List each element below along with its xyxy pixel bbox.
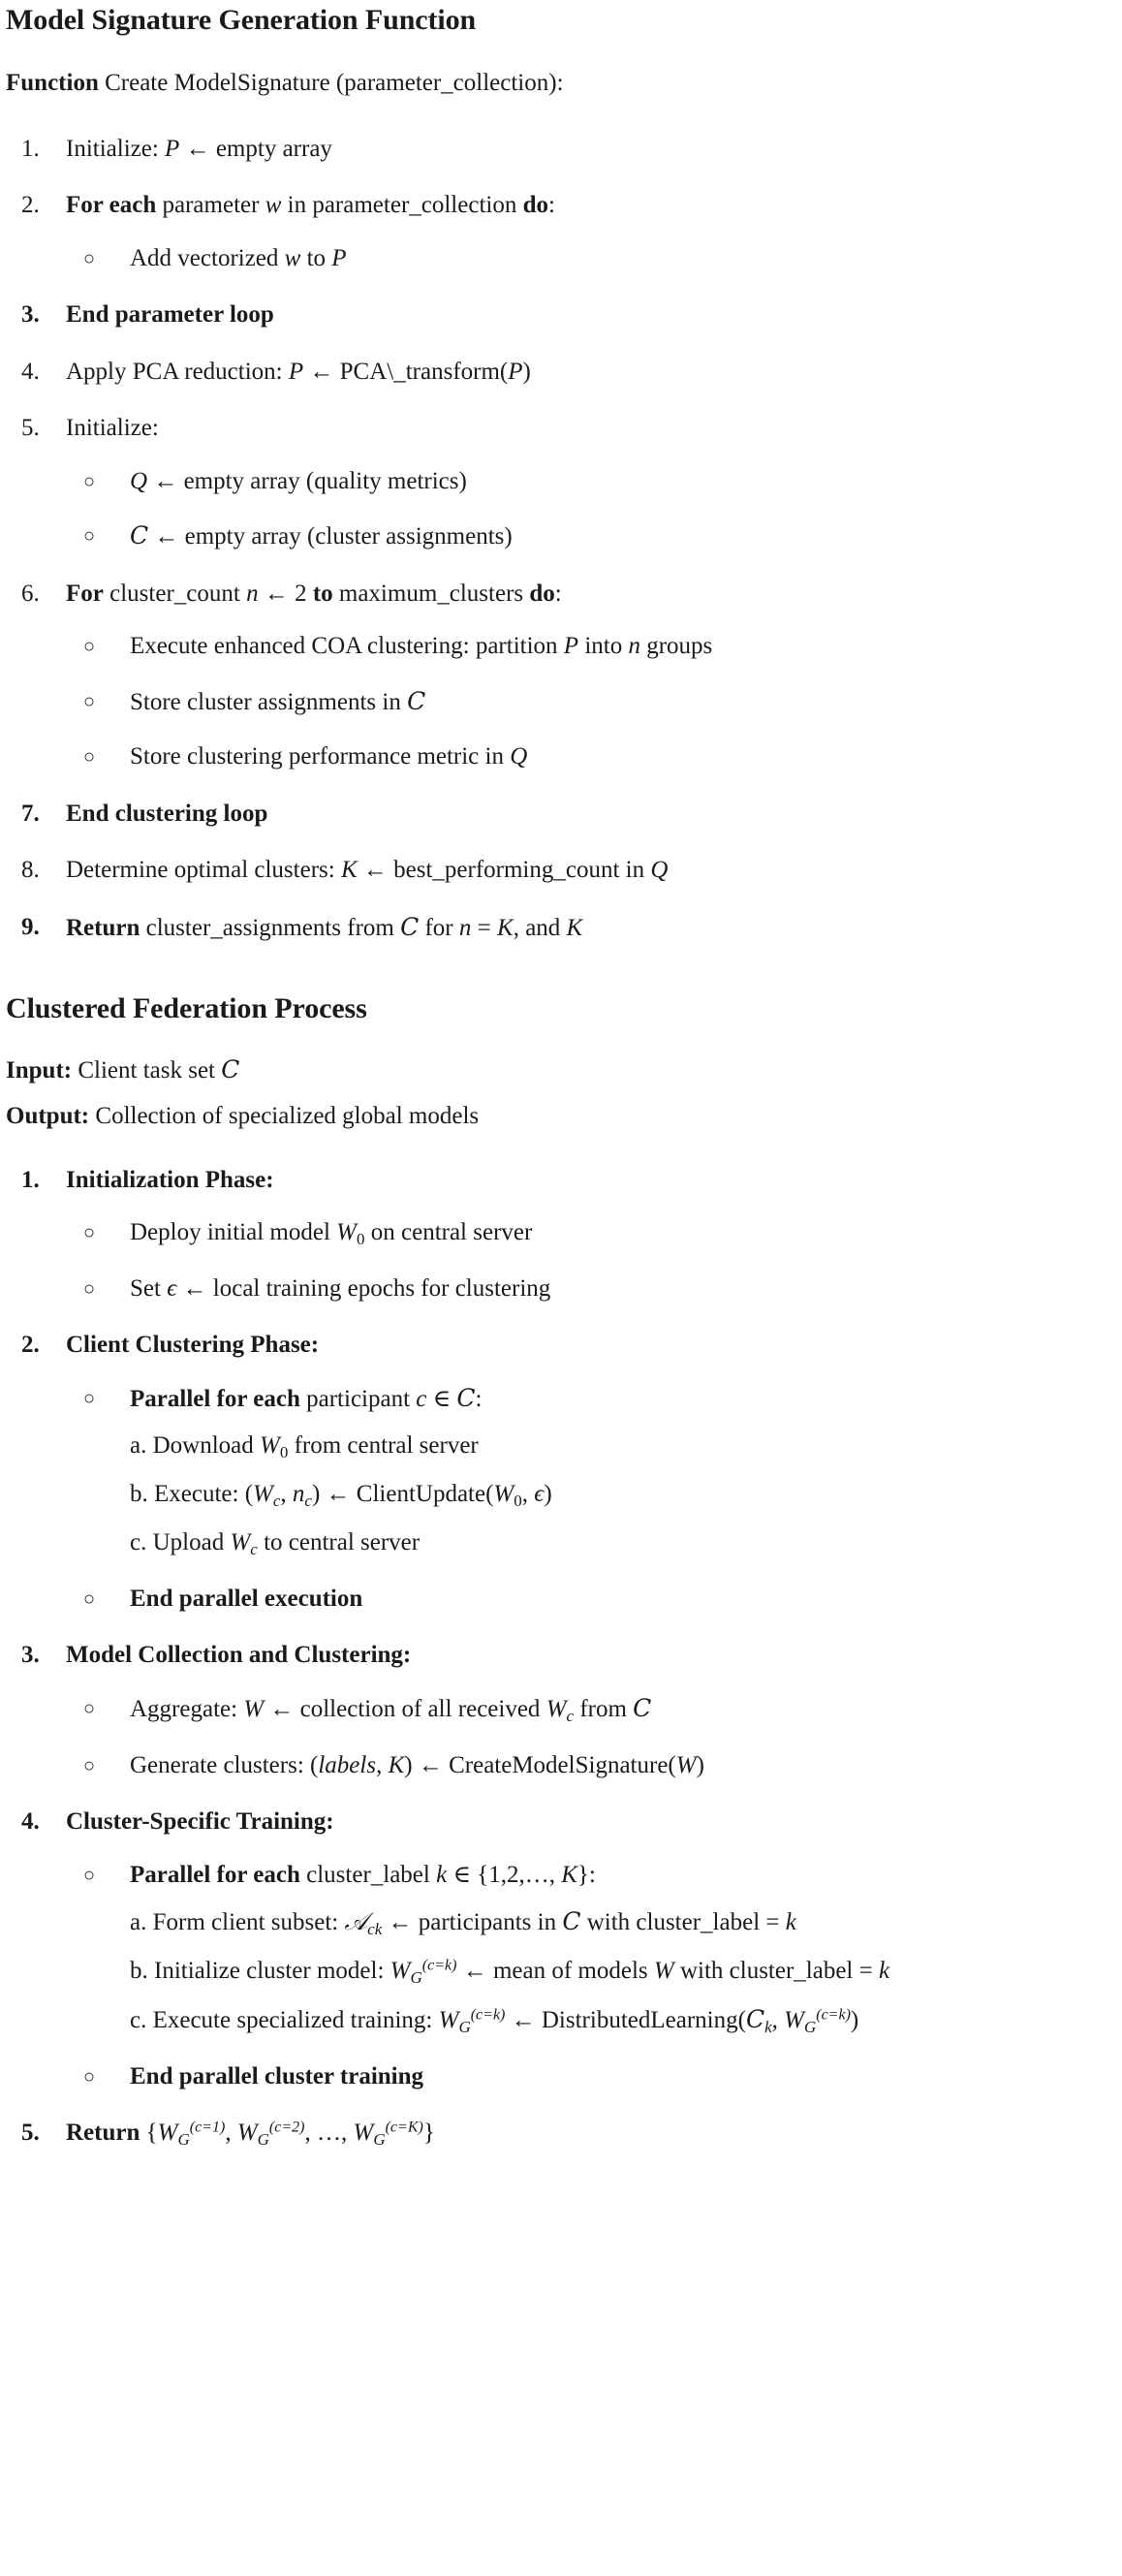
list-item xyxy=(66,741,1116,773)
step-1 xyxy=(6,134,1116,166)
step-number: 1. xyxy=(21,135,40,162)
section-1 xyxy=(6,0,1116,38)
sub-line-c: c. Upload $W_c$ to central server xyxy=(130,1529,421,1558)
step-9 xyxy=(6,912,1116,945)
list-item xyxy=(66,1860,1116,2038)
phase-4 xyxy=(6,1806,1116,2092)
section-2 xyxy=(6,989,1116,1026)
step-number: 1. xyxy=(21,1166,40,1193)
list-item xyxy=(66,243,1116,275)
hollow-circle-icon: ○ xyxy=(83,2065,96,2088)
step-text: For cluster_count n ← 2 to maximum_clusters do: xyxy=(66,580,562,607)
list-item xyxy=(66,1217,1116,1250)
output-label: Output: xyxy=(6,1102,90,1129)
hollow-circle-icon: ○ xyxy=(83,247,96,269)
step-number: 6. xyxy=(21,580,40,607)
phase-title: Cluster-Specific Training: xyxy=(66,1808,334,1836)
list-item xyxy=(66,1693,1116,1727)
step-4 xyxy=(6,357,1116,389)
list-item xyxy=(66,1383,1116,1560)
function-signature xyxy=(6,67,1116,99)
sub-text: C ← empty array (cluster assignments) xyxy=(130,521,513,550)
sub-line-c: c. Execute specialized training: $W_G^{(c=k)}$ ← $DistributedLearning(C_k$, $W_G^{(c=k)}$) xyxy=(130,2004,859,2036)
step-text: For each parameter w in parameter_collection do: xyxy=(66,192,555,218)
hollow-circle-icon: ○ xyxy=(83,470,96,492)
step-5-subitems xyxy=(66,466,1116,553)
step-number: 2. xyxy=(21,1332,40,1359)
hollow-circle-icon: ○ xyxy=(83,1387,96,1409)
sub-text: Execute enhanced COA clustering: partition P into n groups xyxy=(130,633,713,659)
function-signature-line xyxy=(6,67,1116,99)
input-spec: Input: Client task set C xyxy=(6,1054,240,1084)
step-number: 5. xyxy=(21,2120,40,2147)
sub-text: Add vectorized w to P xyxy=(130,244,347,271)
sub-text: Generate clusters: (labels, K) ← CreateModelSignature(W) xyxy=(130,1751,704,1778)
phase-3 xyxy=(6,1640,1116,1781)
phase-4-subitems xyxy=(66,1860,1116,2093)
step-text: End parameter loop xyxy=(66,301,274,328)
step-text: End clustering loop xyxy=(66,800,268,827)
step-6-subitems xyxy=(66,631,1116,773)
section-1-steps xyxy=(6,134,1116,945)
list-item xyxy=(66,1584,1116,1616)
hollow-circle-icon: ○ xyxy=(83,1587,96,1610)
output-text: Collection of specialized global models xyxy=(89,1102,480,1129)
function-keyword: Function xyxy=(6,69,99,96)
step-6 xyxy=(6,579,1116,773)
output-line xyxy=(6,1100,1116,1132)
hollow-circle-icon: ○ xyxy=(83,1754,96,1776)
sub-text: Aggregate: W ← collection of all received $W_c$ from C xyxy=(130,1693,652,1725)
sub-line-b: b. Execute: ($W_c$, $n_c$) ← ClientUpdate(W0, ϵ) xyxy=(130,1481,552,1510)
step-3 xyxy=(6,299,1116,331)
step-5 xyxy=(6,413,1116,553)
step-number: 5. xyxy=(21,415,40,441)
sub-text: Store clustering performance metric in Q xyxy=(130,743,528,770)
sub-text: Set ϵ ← local training epochs for clustering xyxy=(130,1274,551,1302)
hollow-circle-icon: ○ xyxy=(83,1697,96,1719)
section-1-heading: Model Signature Generation Function xyxy=(6,4,477,36)
phase-title: Client Clustering Phase: xyxy=(66,1332,320,1359)
hollow-circle-icon: ○ xyxy=(83,1277,96,1300)
sub-text: Deploy initial model W0 on central server xyxy=(130,1219,533,1248)
list-item xyxy=(66,2061,1116,2093)
bottom-spacer xyxy=(6,2176,1116,2193)
hollow-circle-icon: ○ xyxy=(83,525,96,547)
hollow-circle-icon: ○ xyxy=(83,690,96,712)
list-item xyxy=(66,520,1116,553)
section-2-steps xyxy=(6,1165,1116,2152)
step-number: 4. xyxy=(21,1808,40,1836)
phase-1-subitems xyxy=(66,1217,1116,1304)
step-text: Initialize: xyxy=(66,415,159,441)
sub-line-b: b. Initialize cluster model: $W_G^{(c=k)}$ ← mean of models W with cluster_label = k xyxy=(130,1957,890,1987)
input-line xyxy=(6,1053,1116,1086)
function-signature-rest: Create ModelSignature (parameter_collection): xyxy=(98,69,564,96)
sub-line-a: a. Download W0 from central server xyxy=(130,1432,479,1462)
phase-title: Return {$W_G^{(c=1)}$, $W_G^{(c=2)}$, …, $W_G^{(c=K)}$} xyxy=(66,2119,435,2149)
hollow-circle-icon: ○ xyxy=(83,1864,96,1886)
sub-text: Store cluster assignments in C xyxy=(130,686,426,715)
step-number: 3. xyxy=(21,1642,40,1669)
sub-text: End parallel cluster training xyxy=(130,2062,424,2089)
sub-text: End parallel execution xyxy=(130,1585,363,1612)
step-number: 8. xyxy=(21,857,40,883)
step-7 xyxy=(6,799,1116,831)
step-text: Return cluster_assignments from C for n = K, and K xyxy=(66,912,583,941)
step-2-subitems xyxy=(66,243,1116,275)
step-number: 4. xyxy=(21,358,40,385)
list-item xyxy=(66,686,1116,719)
phase-2-subitems xyxy=(66,1383,1116,1616)
sub-text: Parallel for each participant c ∈ C: a. Download W0 from central server b. Execute: ($W_c$, $n_c$) ← ClientUpdate(W0, ϵ) c. Upload $W_c$ to central server xyxy=(130,1383,1116,1560)
step-2 xyxy=(6,190,1116,274)
sub-text: Parallel for each cluster_label k ∈ {1,2,…, K}: a. Form client subset: 𝒜$_{ck}$ ← participants in C with cluster_label = k b. Initialize cluster model: $W_G^{(c=k)}$ ← mean of models W with cluster_label = k c. Execute specialized training: $W_G^{(c=k)}$ ← $DistributedLearning(C_k$, $W_G^{(c=k)}$) xyxy=(130,1860,1116,2038)
step-number: 3. xyxy=(21,301,40,328)
phase-title: Initialization Phase: xyxy=(66,1166,274,1193)
phase-title: Model Collection and Clustering: xyxy=(66,1642,412,1669)
sub-line-a: a. Form client subset: 𝒜$_{ck}$ ← participants in C with cluster_label = k xyxy=(130,1907,796,1938)
hollow-circle-icon: ○ xyxy=(83,746,96,768)
step-number: 7. xyxy=(21,800,40,827)
list-item xyxy=(66,466,1116,498)
step-8 xyxy=(6,855,1116,887)
phase-1 xyxy=(6,1165,1116,1305)
phase-3-subitems xyxy=(66,1693,1116,1781)
list-item xyxy=(66,1273,1116,1305)
list-item xyxy=(66,631,1116,663)
sub-text: Q ← empty array (quality metrics) xyxy=(130,467,467,494)
step-number: 2. xyxy=(21,192,40,218)
hollow-circle-icon: ○ xyxy=(83,1222,96,1243)
phase-2 xyxy=(6,1330,1116,1615)
phase-5 xyxy=(6,2118,1116,2151)
step-text: Determine optimal clusters: K ← best_performing_count in Q xyxy=(66,857,669,883)
list-item xyxy=(66,1750,1116,1782)
output-spec xyxy=(6,1100,1116,1132)
hollow-circle-icon: ○ xyxy=(83,636,96,657)
step-text: Initialize: P ← empty array xyxy=(66,135,332,162)
input-label: Input: xyxy=(6,1056,73,1084)
section-2-heading: Clustered Federation Process xyxy=(6,992,367,1024)
step-text: Apply PCA reduction: P ← PCA\_transform(P) xyxy=(66,358,531,385)
step-number: 9. xyxy=(21,913,40,940)
